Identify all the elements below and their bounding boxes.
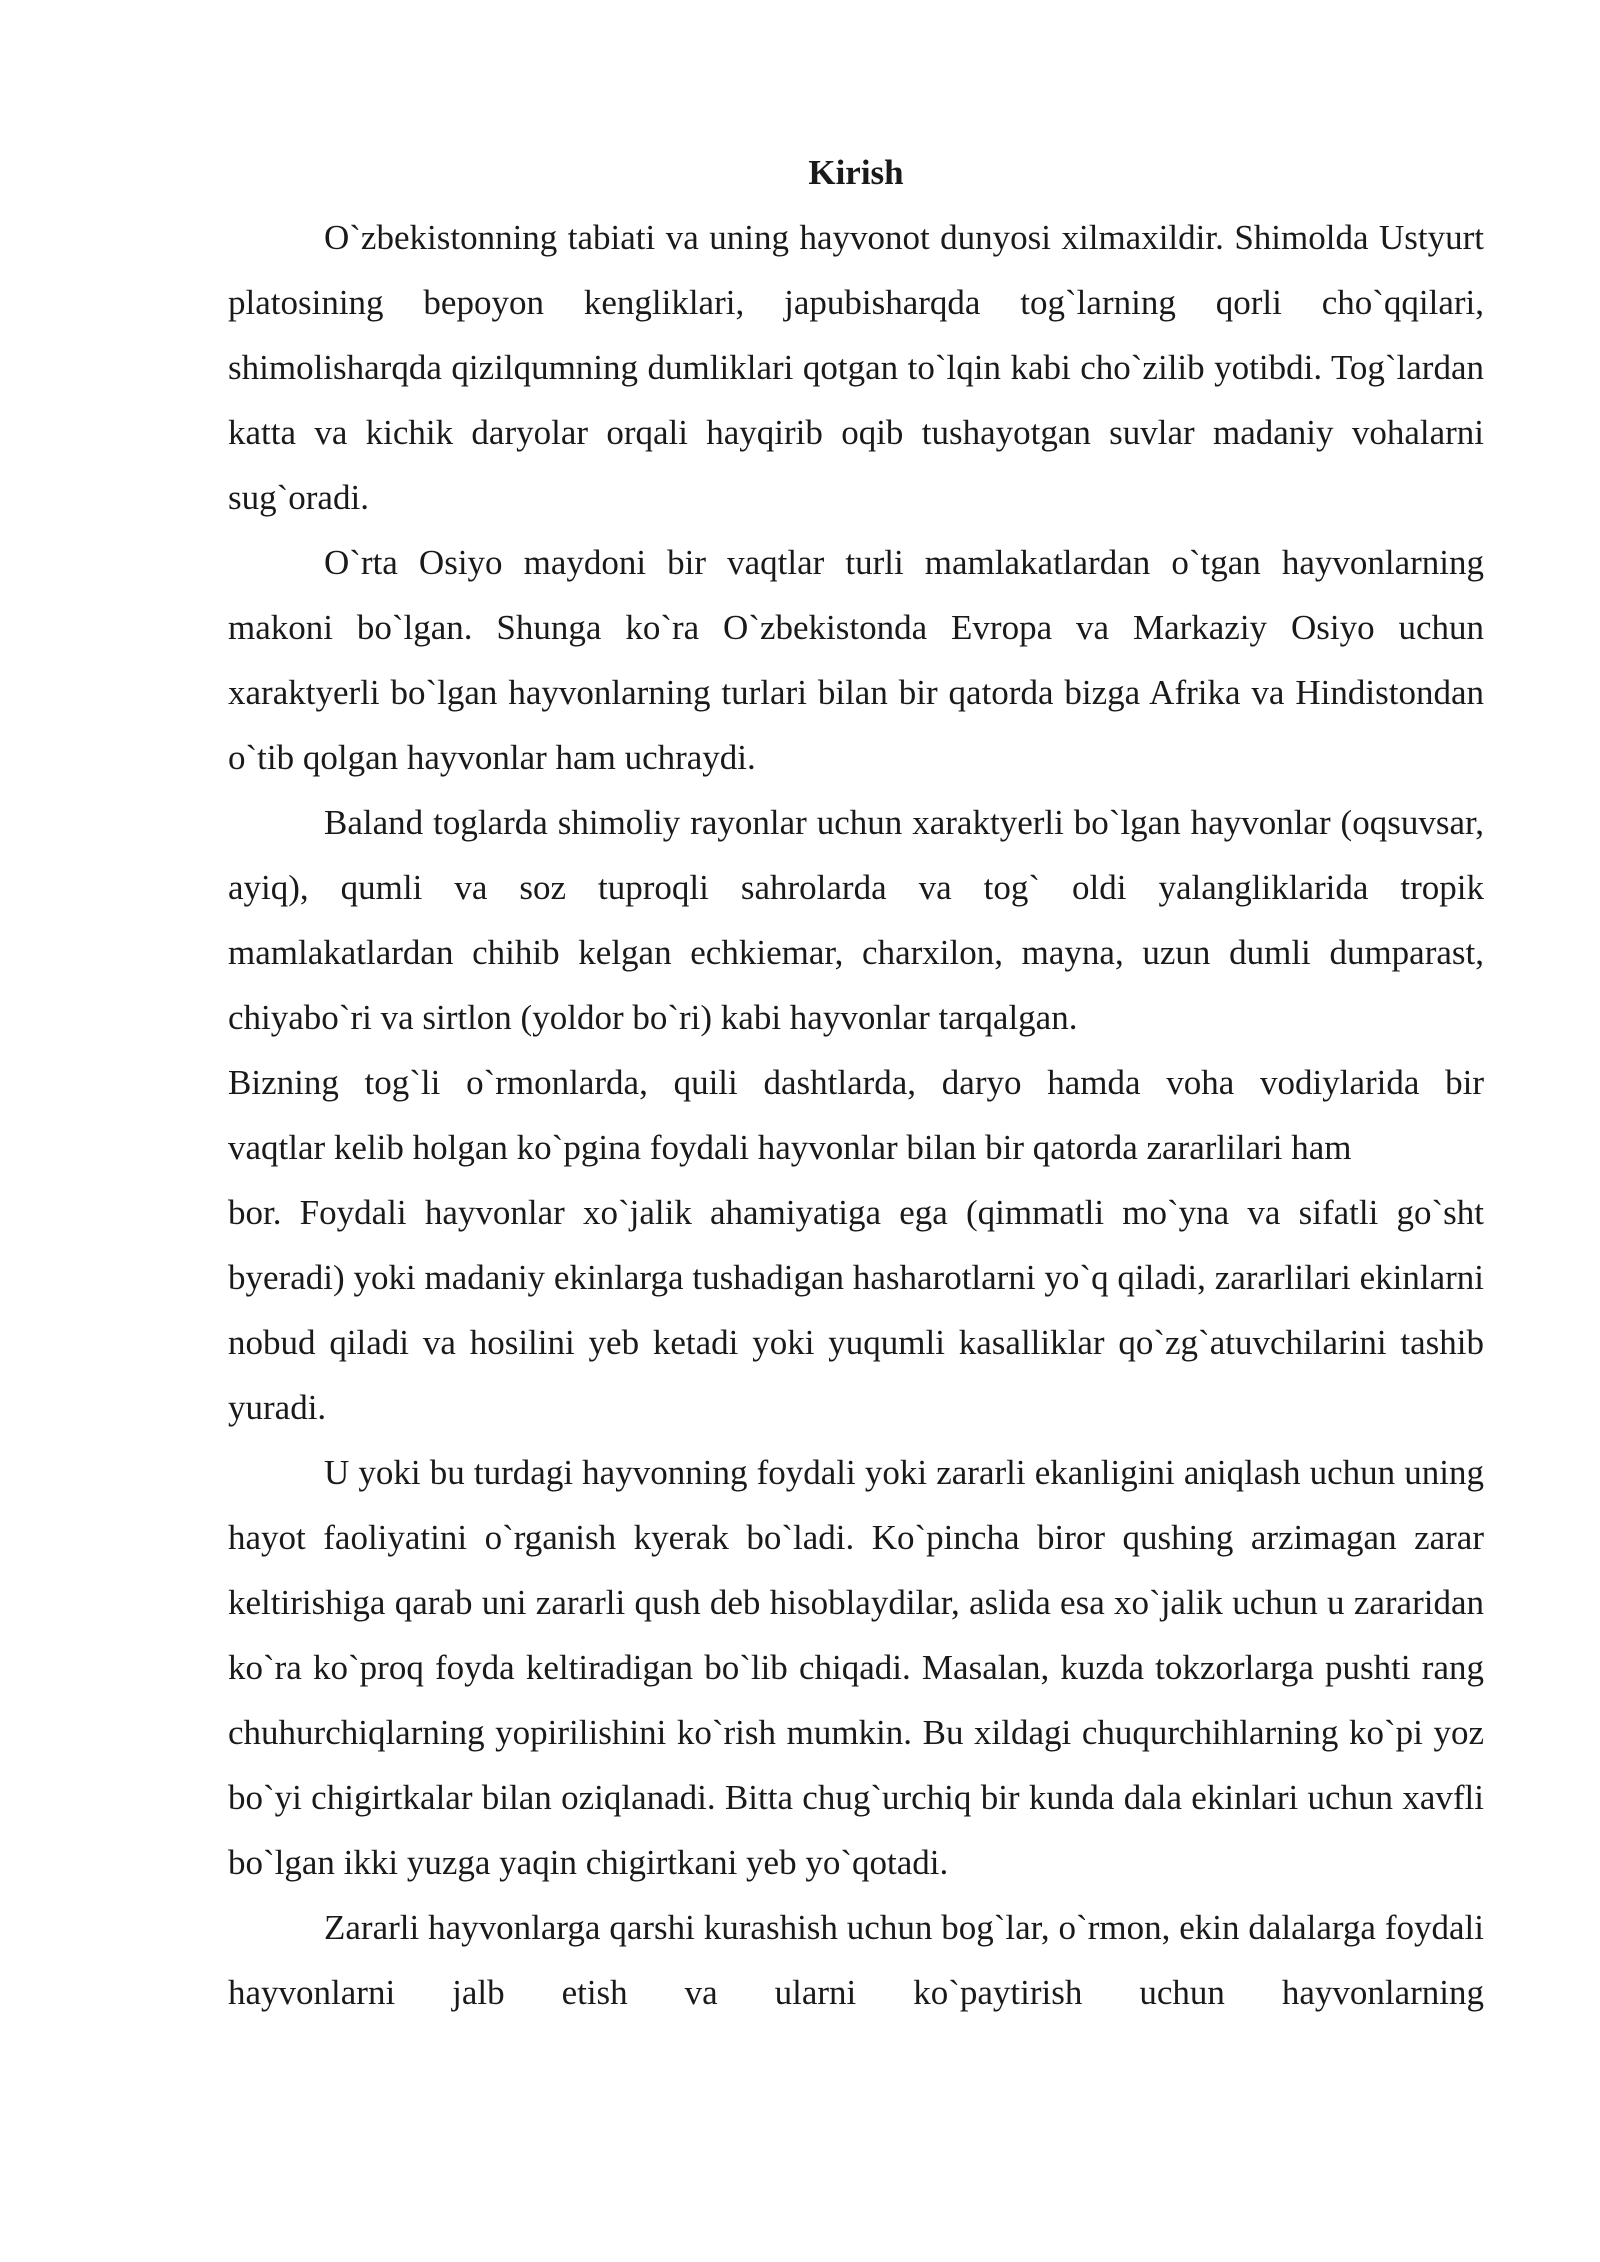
paragraph-2: O`rta Osiyo maydoni bir vaqtlar turli mamlakatlardan o`tgan hayvonlarning makoni bo`lgan. Shunga ko`ra O`zbekistonda Evropa va Markaziy Osiyo uchun xaraktyerli bo`lgan hayvonlarning turlari bilan bir qatorda bizga Afrika va Hindistondan o`tib qolgan hayvonlar ham uchraydi. <box>228 543 1484 777</box>
paragraph-4 <box>228 1050 1484 1440</box>
document-title: Kirish <box>808 153 904 192</box>
paragraph-4-line-1: Bizning tog`li o`rmonlarda, quili dashtlarda, daryo hamda voha vodiylarida bir <box>228 1063 1484 1102</box>
paragraph-6: Zararli hayvonlarga qarshi kurashish uchun bog`lar, o`rmon, ekin dalalarga foydali hayvonlarni jalb etish va ularni ko`paytirish uchun hayvonlarning <box>228 1908 1484 2012</box>
paragraph-4-rest: bor. Foydali hayvonlar xo`jalik ahamiyatiga ega (qimmatli mo`yna va sifatli go`sht byeradi) yoki madaniy ekinlarga tushadigan hasharotlarni yo`q qiladi, zararlilari ekinlarni nobud qiladi va hosilini yeb ketadi yoki yuqumli kasalliklar qo`zg`atuvchilarini tashib yuradi. <box>228 1193 1484 1427</box>
paragraph-5: U yoki bu turdagi hayvonning foydali yoki zararli ekanligini aniqlash uchun uning hayot faoliyatini o`rganish kyerak bo`ladi. Ko`pincha biror qushing arzimagan zarar keltirishiga qarab uni zararli qush deb hisoblaydilar, aslida esa xo`jalik uchun u zararidan ko`ra ko`proq foyda keltiradigan bo`lib chiqadi. Masalan, kuzda tokzorlarga pushti rang chuhurchiqlarning yopirilishini ko`rish mumkin. Bu xildagi chuqurchihlarning ko`pi yoz bo`yi chigirtkalar bilan oziqlanadi. Bitta chug`urchiq bir kunda dala ekinlari uchun xavfli bo`lgan ikki yuzga yaqin chigirtkani yeb yo`qotadi. <box>228 1453 1484 1882</box>
paragraph-3: Baland toglarda shimoliy rayonlar uchun xaraktyerli bo`lgan hayvonlar (oqsuvsar, ayiq), qumli va soz tuproqli sahrolarda va tog` oldi yalangliklarida tropik mamlakatlardan chihib kelgan echkiemar, charxilon, mayna, uzun dumli dumparast, chiyabo`ri va sirtlon (yoldor bo`ri) kabi hayvonlar tarqalgan. <box>228 803 1484 1037</box>
paragraph-1: O`zbekistonning tabiati va uning hayvonot dunyosi xilmaxildir. Shimolda Ustyurt platosining bepoyon kengliklari, japubisharqda tog`larning qorli cho`qqilari, shimolisharqda qizilqumning dumliklari qotgan to`lqin kabi cho`zilib yotibdi. Tog`lardan katta va kichik daryolar orqali hayqirib oqib tushayotgan suvlar madaniy vohalarni sug`oradi. <box>228 218 1484 517</box>
paragraph-4-line-2: vaqtlar kelib holgan ko`pgina foydali hayvonlar bilan bir qatorda zararlilari ham <box>228 1128 1352 1167</box>
document-body <box>228 140 1484 2025</box>
